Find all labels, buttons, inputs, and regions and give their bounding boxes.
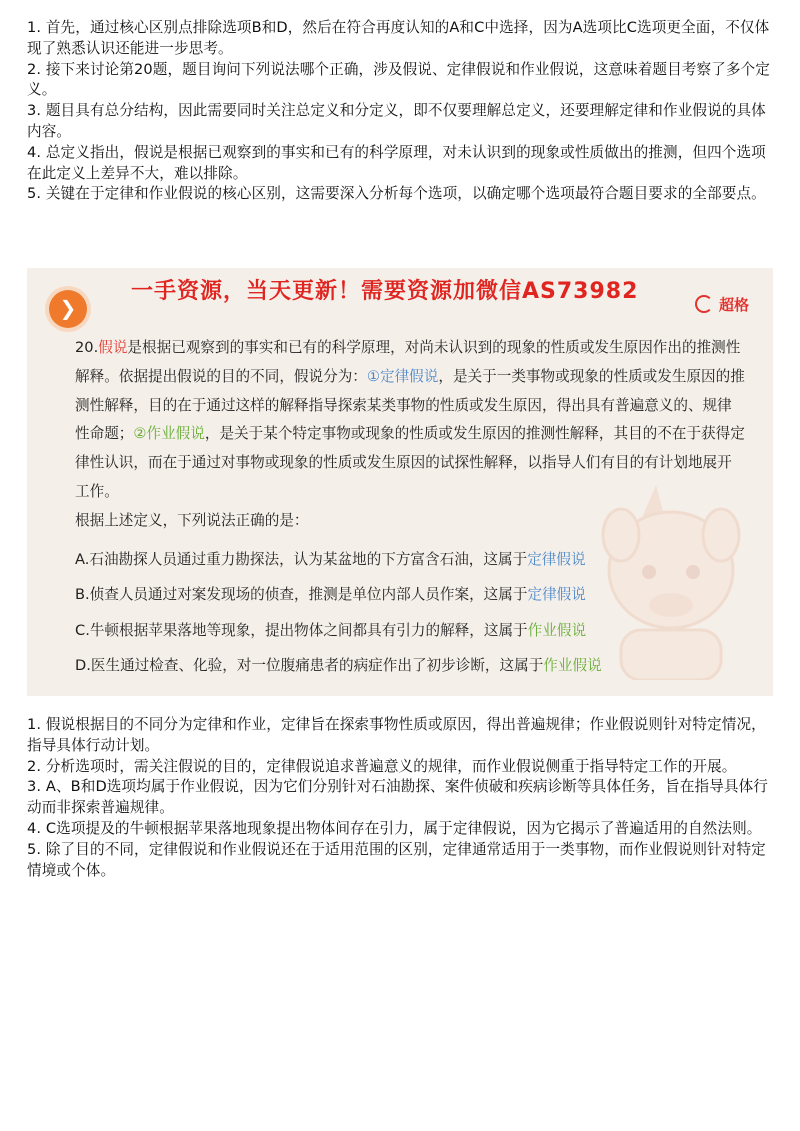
brand-logo: [695, 294, 749, 315]
list-item: 3. 题目具有总分结构，因此需要同时关注总定义和分定义，即不仅要理解总定义，还要理解定律和作业假说的具体内容。: [27, 102, 766, 140]
summary-list-top: [27, 18, 773, 205]
option-text: B.侦查人员通过对案发现场的侦查，推测是单位内部人员作案，这属于: [75, 586, 528, 603]
option-tag: 作业假说: [543, 657, 602, 674]
option-b: [75, 583, 586, 604]
option-a: [75, 548, 586, 569]
option-text: D.医生通过检查、化验，对一位腹痛患者的病症作出了初步诊断，这属于: [75, 657, 544, 674]
option-tag: 定律假说: [527, 586, 586, 603]
list-item: 2. 分析选项时，需关注假说的目的，定律假说追求普遍意义的规律，而作业假说侧重于指导特定工作的开展。: [27, 757, 737, 775]
list-item: 2. 接下来讨论第20题，题目询问下列说法哪个正确，涉及假说、定律假说和作业假说，这意味着题目考察了多个定义。: [27, 60, 770, 99]
question-screenshot-card: [27, 268, 773, 696]
option-tag: 作业假说: [527, 622, 587, 639]
banner-title: 一手资源，当天更新！需要资源加微信AS73982: [131, 279, 639, 304]
definition-part-1: 是根据已观察到的事实和已有的科学原理，对尚未认识到的现象的性质或发生原因作出的推测性解释。依据提出假说的目的不同，假说分为：: [75, 339, 741, 385]
list-item: 5. 关键在于定律和作业假说的核心区别，这需要深入分析每个选项，以确定哪个选项最符合题目要求的全部要点。: [27, 185, 766, 203]
list-item: 4. 总定义指出，假说是根据已观察到的事实和已有的科学原理，对未认识到的现象或性质做出的推测，但四个选项在此定义上差异不大，难以排除。: [27, 143, 766, 182]
option-text: A.石油勘探人员通过重力勘探法，认为某盆地的下方富含石油，这属于: [75, 551, 528, 568]
question-text: [75, 334, 745, 507]
list-item: 4. C选项提及的牛顿根据苹果落地现象提出物体间存在引力，属于定律假说，因为它揭示了普遍适用的自然法则。: [27, 819, 762, 837]
brand-name: 超格: [718, 296, 749, 314]
option-text: C.牛顿根据苹果落地等现象，提出物体之间都具有引力的解释，这属于: [75, 622, 528, 639]
definition-part-3: ，是关于某个特定事物或现象的性质或发生原因的推测性解释，其目的不在于获得定律性认识，而在于通过对事物或现象的性质或发生原因的试探性解释，以指导人们有目的有计划地展开工作。: [75, 425, 745, 500]
term-law-hypothesis: ①定律假说: [366, 367, 439, 385]
arrow-right-icon: ❯: [49, 290, 87, 328]
list-item: 1. 首先，通过核心区别点排除选项B和D，然后在符合再度认知的A和C中选择，因为A选项比C选项更全面，不仅体现了熟悉认识还能进一步思考。: [27, 19, 770, 57]
summary-list-bottom: [27, 715, 773, 881]
option-tag: 定律假说: [527, 551, 586, 568]
question-prompt: 根据上述定义，下列说法正确的是：: [75, 512, 309, 529]
list-item: 3. A、B和D选项均属于作业假说，因为它们分别针对石油勘探、案件侦破和疾病诊断等具体任务，旨在指导具体行动而非探索普遍规律。: [27, 778, 769, 817]
definition-part-2: ，是关于一类事物或现象的性质或发生原因的推测性解释，目的在于通过这样的解释指导探索某类事物的性质或发生原因，得出具有普遍意义的、规律性命题；: [75, 367, 745, 443]
brand-g-icon: [695, 295, 713, 313]
list-item: 1. 假说根据目的不同分为定律和作业，定律旨在探索事物性质或原因，得出普遍规律；作业假说则针对特定情况，指导具体行动计划。: [27, 716, 766, 754]
option-c: [75, 619, 586, 640]
term-hypothesis: 假说: [98, 339, 128, 356]
banner: [27, 268, 773, 332]
list-item: 5. 除了目的不同，定律假说和作业假说还在于适用范围的区别，定律通常适用于一类事物，而作业假说则针对特定情境或个体。: [27, 840, 766, 879]
unicorn-mascot-icon: [581, 480, 761, 680]
option-d: [75, 654, 602, 675]
question-number: 20.: [75, 339, 99, 356]
term-working-hypothesis: ②作业假说: [133, 425, 205, 443]
